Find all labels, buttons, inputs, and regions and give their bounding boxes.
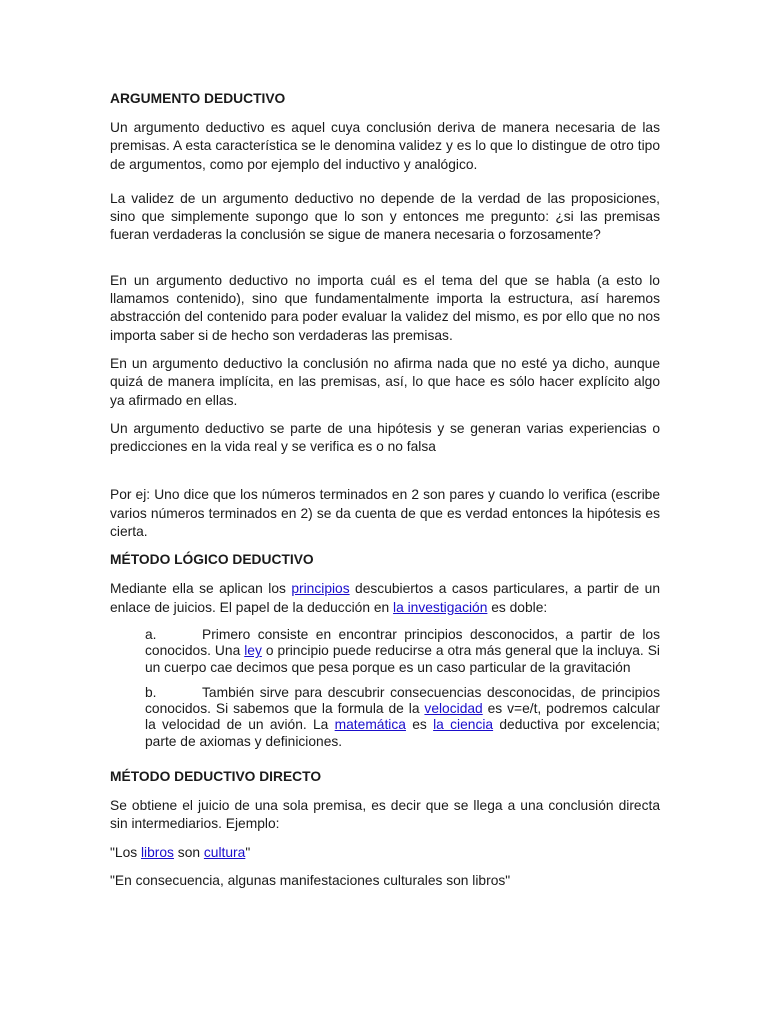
paragraph: Por ej: Uno dice que los números terminados en 2 son pares y cuando lo verifica (escribe varios números terminados en 2) se da cuenta de que es verdad entonces la hipótesis es cierta. bbox=[110, 487, 660, 540]
text: "Los bbox=[110, 844, 141, 860]
paragraph: Un argumento deductivo se parte de una hipótesis y se generan varias experiencias o predicciones en la vida real y se verifica es o no falsa bbox=[110, 420, 660, 455]
text: es v=e/t, podremos calcular la velocidad de un avión. La bbox=[145, 701, 660, 733]
text: Mediante ella se aplican los bbox=[110, 581, 292, 597]
list-marker: a. bbox=[145, 626, 157, 642]
text: También sirve para descubrir consecuencias desconocidas, de principios conocidos. Si sabemos que la formula de la bbox=[145, 684, 660, 717]
list-marker: b. bbox=[145, 684, 157, 700]
link-matematica[interactable]: matemática bbox=[334, 717, 406, 733]
spacer bbox=[110, 255, 660, 272]
example-line bbox=[110, 844, 660, 862]
paragraph: La validez de un argumento deductivo no depende de la verdad de las proposiciones, sino que simplemente supongo que lo son y entonces me pregunto: ¿si las premisas fueran verdaderas la conclusión se sigue de manera necesaria o forzosamente? bbox=[110, 190, 660, 243]
list-item-b bbox=[145, 685, 660, 750]
paragraph bbox=[110, 580, 660, 617]
heading-argumento-deductivo: ARGUMENTO DEDUCTIVO bbox=[110, 91, 286, 106]
text: es doble: bbox=[487, 599, 548, 615]
text: descubiertos a casos particulares, a partir de un enlace de juicios. El papel de la deducción en bbox=[110, 581, 660, 615]
paragraph: Un argumento deductivo es aquel cuya conclusión deriva de manera necesaria de las premisas. A esta característica se le denomina validez y es lo que lo distingue de otro tipo de argumentos, como por ejemplo del inductivo y analógico. bbox=[110, 120, 660, 172]
heading-metodo-logico-deductivo: MÉTODO LÓGICO DEDUCTIVO bbox=[110, 552, 314, 568]
example-line: "En consecuencia, algunas manifestaciones culturales son libros" bbox=[110, 872, 511, 888]
link-la-investigacion[interactable]: la investigación bbox=[393, 599, 488, 615]
text: o principio puede reducirse a otra más general que la incluya. Si un cuerpo cae decimos que pesa porque es un caso particular de la gravitación bbox=[145, 643, 660, 675]
list-item-a bbox=[145, 627, 660, 676]
link-cultura[interactable]: cultura bbox=[203, 844, 246, 860]
text: deductiva por excelencia; parte de axiomas y definiciones. bbox=[145, 717, 660, 749]
text: es bbox=[405, 717, 434, 733]
link-la-ciencia[interactable]: la ciencia bbox=[433, 717, 494, 733]
text: " bbox=[245, 844, 251, 860]
link-libros[interactable]: libros bbox=[140, 844, 174, 860]
paragraph: En un argumento deductivo no importa cuál es el tema del que se habla (a esto lo llamamos contenido), sino que fundamentalmente importa la estructura, así haremos abstracción del contenido para poder evaluar la validez del mismo, es por ello que no nos importa saber si de hecho son verdaderas las premisas. bbox=[110, 272, 660, 343]
link-principios[interactable]: principios bbox=[291, 581, 350, 597]
paragraph: Se obtiene el juicio de una sola premisa, es decir que se llega a una conclusión directa sin intermediarios. Ejemplo: bbox=[110, 798, 660, 832]
link-velocidad[interactable]: velocidad bbox=[424, 701, 483, 717]
link-ley[interactable]: ley bbox=[244, 643, 262, 659]
text: son bbox=[173, 844, 204, 860]
text: Primero consiste en encontrar principios desconocidos, a partir de los conocidos. Una bbox=[145, 626, 660, 659]
heading-metodo-deductivo-directo: MÉTODO DEDUCTIVO DIRECTO bbox=[110, 769, 322, 785]
spacer bbox=[110, 466, 660, 486]
paragraph: En un argumento deductivo la conclusión no afirma nada que no esté ya dicho, aunque quizá de manera implícita, en las premisas, así, lo que hace es sólo hacer explícito algo ya afirmado en ellas. bbox=[110, 355, 660, 408]
document-page bbox=[110, 90, 660, 900]
